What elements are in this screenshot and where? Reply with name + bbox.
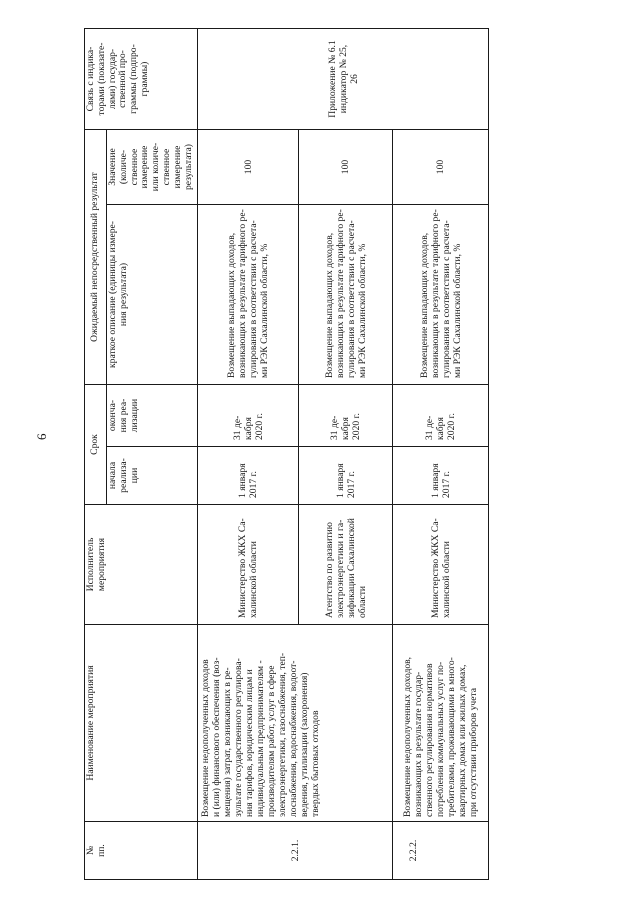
measures-table bbox=[84, 28, 489, 880]
row-2-2-1-description-cell bbox=[198, 204, 299, 384]
link-indicator-text: Приложение № 6.1 индикатор № 25, 26 bbox=[326, 40, 360, 118]
row-2-2-2-end-cell bbox=[393, 384, 489, 446]
row-number: 2.2.2. bbox=[408, 839, 419, 862]
header-result-description-cell bbox=[107, 204, 198, 384]
row-2-2-1-executor-cell bbox=[299, 504, 393, 624]
result-value: 100 bbox=[340, 159, 351, 175]
header-executor-label: Исполнитель мероприятия bbox=[85, 537, 107, 592]
page-number: 6 bbox=[34, 433, 49, 440]
result-description: Возмещение выпадающих доходов, возникающих в результате тарифного ре- гулирования в соответствии с расчета- ми РЭК Сахалинской области, % bbox=[418, 209, 463, 378]
header-link-cell bbox=[85, 28, 198, 129]
header-result-description-label: краткое описание (единицы измере- ния результата) bbox=[107, 221, 129, 368]
header-number-label: № пп. bbox=[85, 844, 107, 857]
header-result-label: Ожидаемый непосредственный результат bbox=[88, 172, 100, 342]
row-2-2-1-name-cell bbox=[198, 624, 393, 821]
header-executor-cell bbox=[85, 504, 198, 624]
row-2-2-2-executor-cell bbox=[393, 504, 489, 624]
result-value: 100 bbox=[435, 159, 446, 175]
end-date: 31 де- кабря 2020 г. bbox=[231, 413, 265, 440]
result-value: 100 bbox=[242, 159, 254, 175]
header-link-label: Связь с индика- торами (показате- лями) государ- ственной про- граммы (подпро- граммы) bbox=[85, 42, 150, 116]
row-2-2-1-value-cell bbox=[299, 129, 393, 204]
start-date: 1 января 2017 г. bbox=[237, 463, 259, 498]
row-2-2-1-start-cell bbox=[299, 446, 393, 504]
header-term-label: Срок bbox=[88, 434, 100, 455]
header-name-cell bbox=[85, 624, 198, 821]
header-term-end-label: оконча- ния реа- лизации bbox=[107, 398, 140, 433]
header-result-cell bbox=[85, 129, 107, 384]
header-number-cell bbox=[85, 821, 198, 879]
row-name: Возмещение недополученных доходов, возникающих в результате государ- ственного регулирования нормативов потребления коммунальных услуг по- требителями, проживающими в много- квартирных домах или жилых домах, при отсутствии приборов учета bbox=[402, 656, 479, 817]
end-date: 31 де- кабря 2020 г. bbox=[329, 413, 362, 440]
row-2-2-1-number-cell bbox=[198, 821, 393, 879]
header-term-start-label: начала реализа- ции bbox=[107, 458, 140, 493]
row-2-2-2-value-cell bbox=[393, 129, 489, 204]
row-2-2-2-number-cell bbox=[393, 821, 489, 879]
row-2-2-1-end-cell bbox=[299, 384, 393, 446]
executor-text: Министерство ЖКХ Са- халинской области bbox=[429, 518, 452, 618]
start-date: 1 января 2017 г. bbox=[334, 463, 357, 498]
result-description: Возмещение выпадающих доходов, возникающих в результате тарифного ре- гулирования в соответствии с расчета- ми РЭК Сахалинской области, % bbox=[226, 209, 270, 378]
row-number: 2.2.1. bbox=[289, 839, 301, 862]
link-indicator-cell bbox=[198, 28, 489, 129]
header-term-end-cell bbox=[107, 384, 198, 446]
row-2-2-1-end-cell bbox=[198, 384, 299, 446]
row-2-2-1-value-cell bbox=[198, 129, 299, 204]
row-2-2-2-name-cell bbox=[393, 624, 489, 821]
result-description: Возмещение выпадающих доходов, возникающих в результате тарифного ре- гулирования в соответствии с расчета- ми РЭК Сахалинской области, % bbox=[323, 209, 368, 378]
executor-text: Министерство ЖКХ Са- халинской области bbox=[237, 518, 259, 618]
row-2-2-1-executor-cell bbox=[198, 504, 299, 624]
header-name-label: Наименование мероприятия bbox=[85, 665, 96, 781]
header-term-start-cell bbox=[107, 446, 198, 504]
row-2-2-2-description-cell bbox=[393, 204, 489, 384]
start-date: 1 января 2017 г. bbox=[429, 463, 452, 498]
executor-text: Агентство по развитию электроэнергетики и га- зификации Сахалинской области bbox=[323, 518, 368, 618]
row-2-2-2-start-cell bbox=[393, 446, 489, 504]
header-term-cell bbox=[85, 384, 107, 504]
end-date: 31 де- кабря 2020 г. bbox=[424, 413, 457, 440]
row-2-2-1-description-cell bbox=[299, 204, 393, 384]
row-2-2-1-start-cell bbox=[198, 446, 299, 504]
header-result-value-cell bbox=[107, 129, 198, 204]
row-name: Возмещение недополученных доходов и (или) финансового обеспечения (воз- мещения) затрат, возникающих в ре- зультате государственного регулирова- ния тарифов, юридическим лицам и индивидуальным предпринимателям - производителям работ, услуг в сфере электроэнергетики, газоснабжения, теп- лоснабжения, водоснабжения, водоот- ведения, утилизации (захоронения) твердых бытовых отходов bbox=[200, 652, 321, 817]
header-result-value-label: Значение (количе- ственное измерение или количе- ственное измерение результата) bbox=[107, 142, 194, 192]
